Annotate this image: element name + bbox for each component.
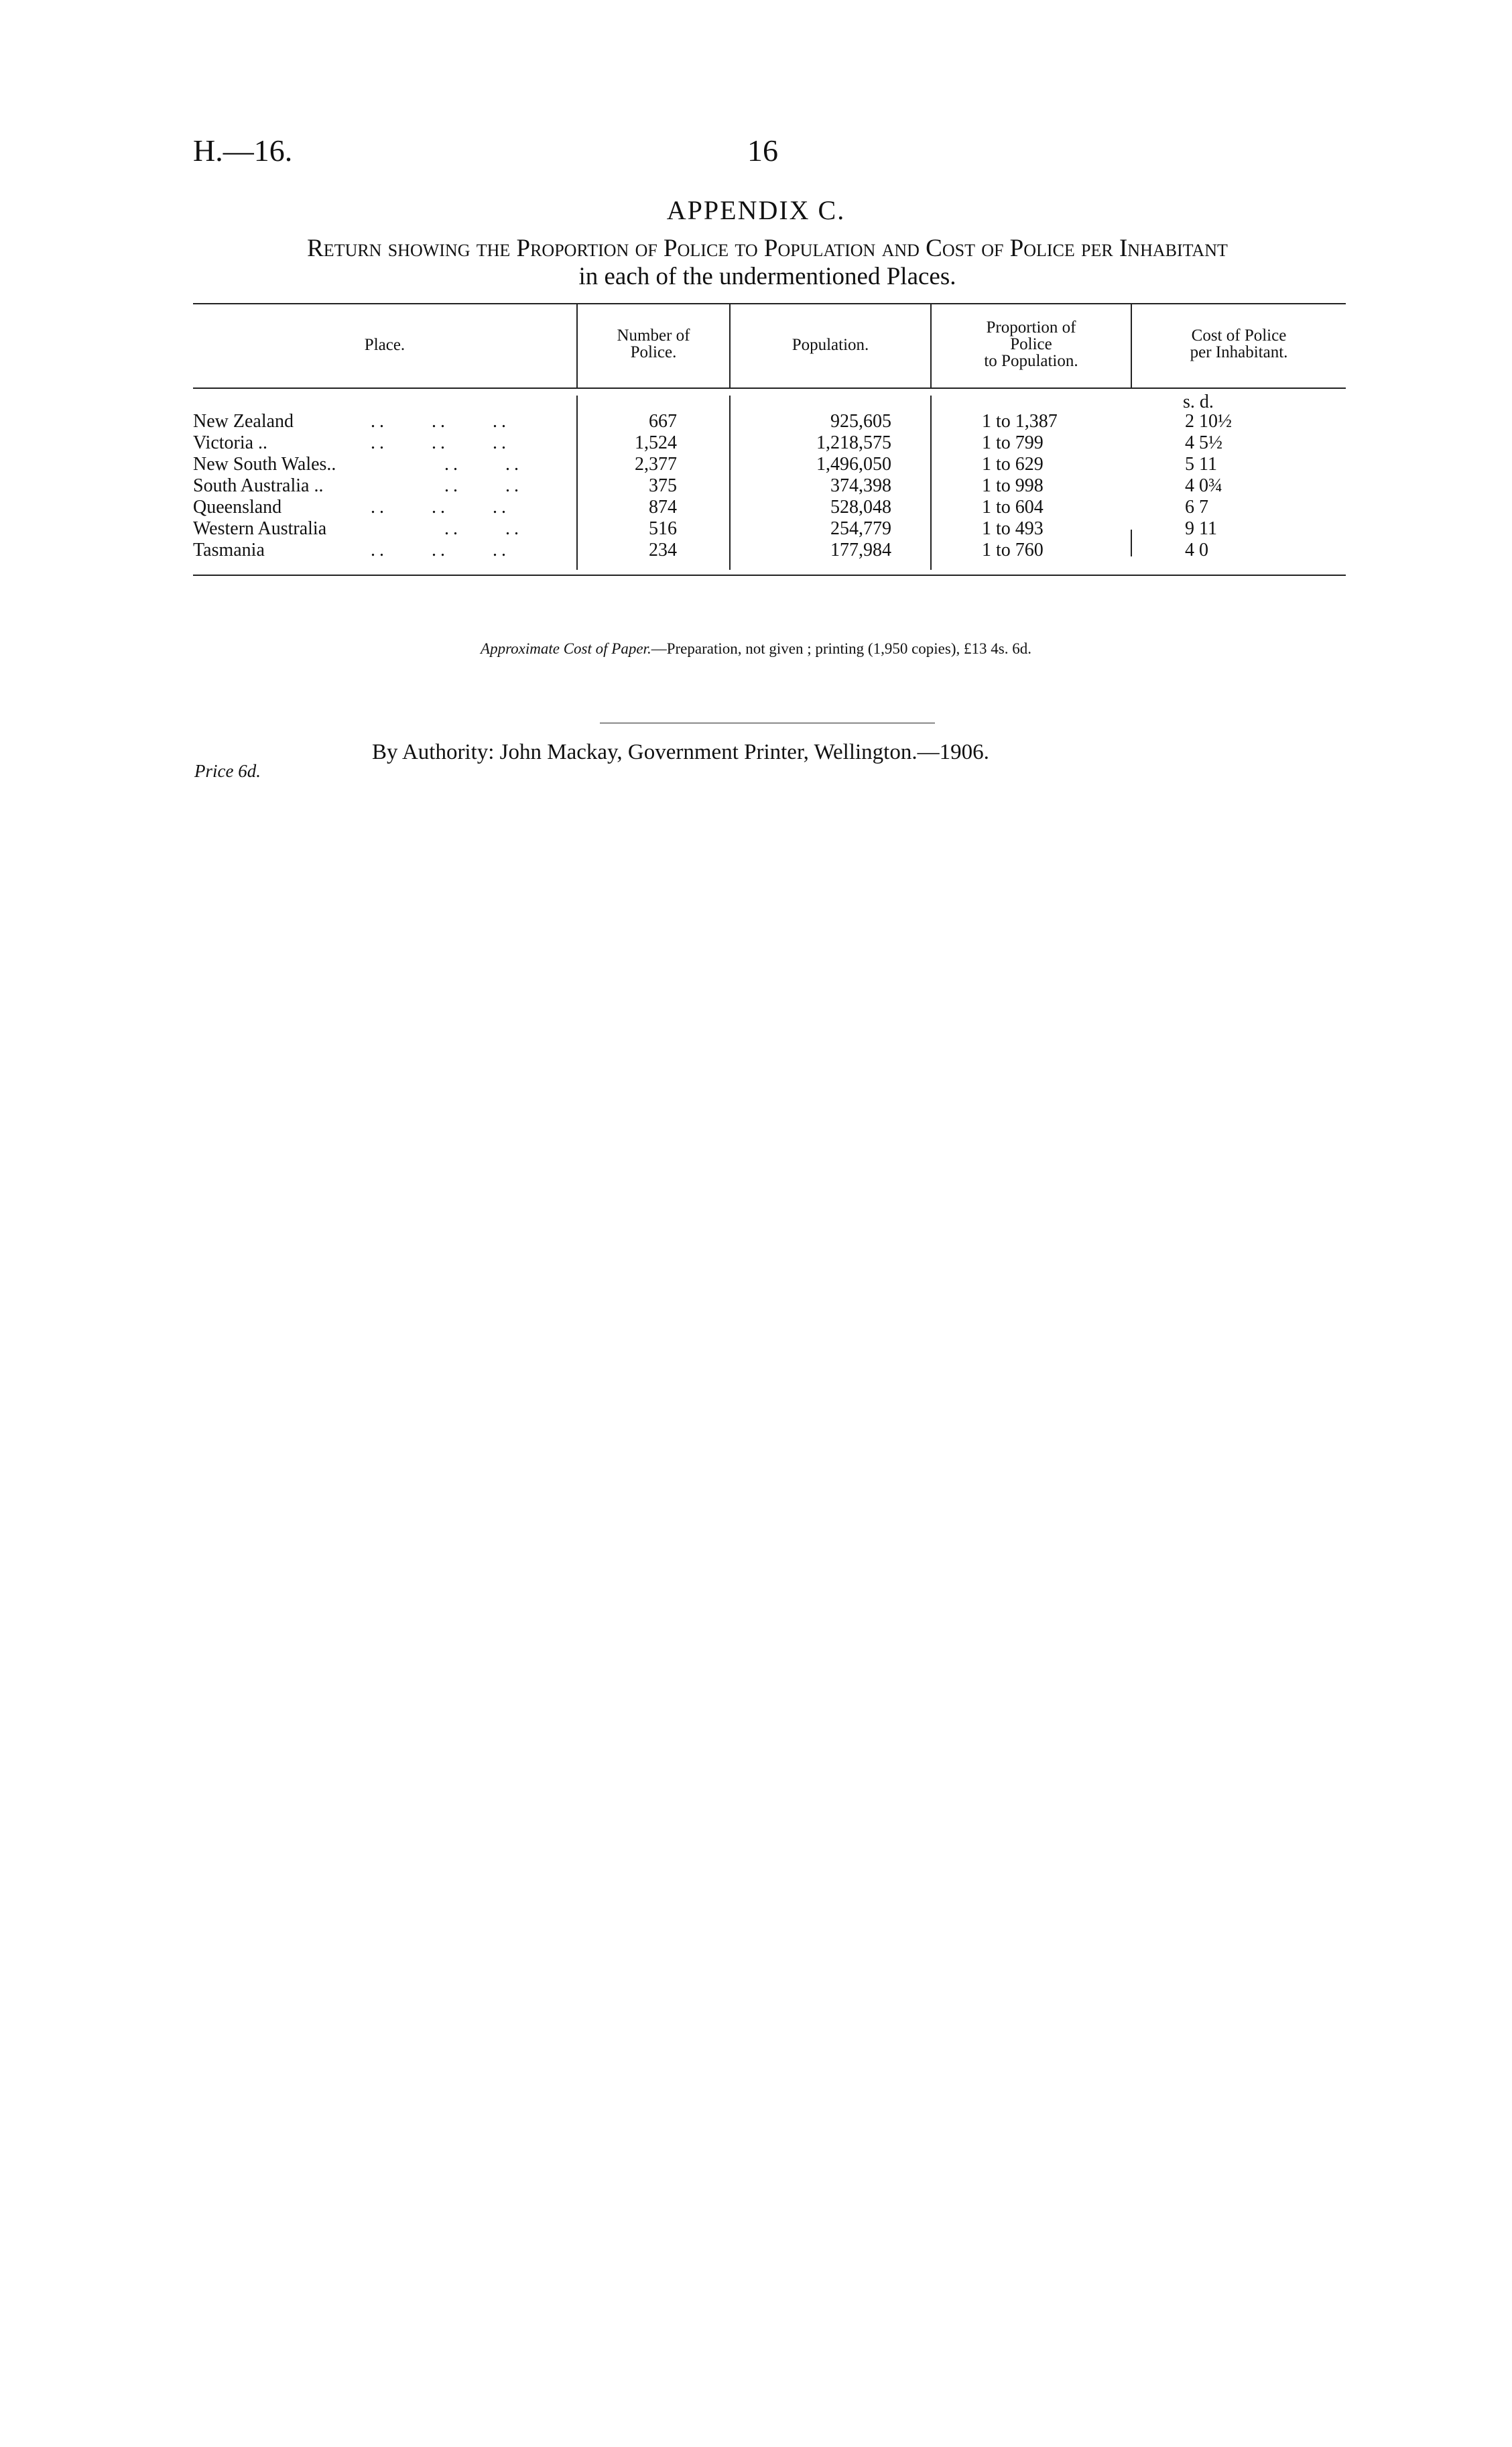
police-count: 667 — [649, 411, 677, 432]
population-count: 254,779 — [830, 518, 891, 539]
header-population: Population. — [792, 336, 869, 354]
police-count: 874 — [649, 497, 677, 518]
appendix-title: APPENDIX C. — [666, 195, 846, 225]
leader-dots: .. .. .. — [371, 497, 510, 518]
proportion-value: 1 to 629 — [982, 454, 1044, 475]
proportion-value: 1 to 998 — [982, 475, 1044, 496]
place-name: New Zealand — [193, 411, 294, 432]
proportion-value: 1 to 760 — [982, 540, 1044, 560]
header-proportion-line-3: to Population. — [984, 352, 1078, 370]
cost-value: 4 0 — [1185, 540, 1208, 560]
proportion-value: 1 to 1,387 — [982, 411, 1058, 432]
header-cost-line-2: per Inhabitant. — [1190, 343, 1288, 361]
header-proportion-line-1: Proportion of — [986, 318, 1076, 337]
approximate-cost-note — [0, 640, 1512, 658]
place-name: Tasmania — [193, 540, 265, 560]
header-number-of-police — [578, 327, 729, 361]
header-cost-line-1: Cost of Police — [1191, 326, 1287, 345]
header-police-line-1: Number of — [617, 326, 690, 345]
population-count: 1,496,050 — [816, 454, 891, 475]
population-count: 1,218,575 — [816, 432, 891, 453]
cost-value: 5 11 — [1185, 454, 1217, 475]
return-title-line-2: in each of the undermentioned Places. — [578, 263, 956, 290]
header-cost-per-inhabitant — [1132, 327, 1346, 361]
approx-cost-text: —Preparation, not given ; printing (1,950 copies), £13 4s. 6d. — [651, 640, 1031, 657]
column-divider — [729, 396, 731, 570]
leader-dots: .. .. .. — [371, 411, 510, 432]
place-name: Queensland — [193, 497, 282, 518]
cost-value: 4 5½ — [1185, 432, 1222, 453]
population-count: 528,048 — [830, 497, 891, 518]
column-divider — [930, 396, 932, 570]
column-divider — [1131, 530, 1132, 556]
cost-value: 9 11 — [1185, 518, 1217, 539]
police-count: 234 — [649, 540, 677, 560]
header-place: Place. — [364, 336, 405, 354]
page-number: 16 — [747, 133, 778, 168]
police-count: 516 — [649, 518, 677, 539]
leader-dots: .. .. .. — [371, 432, 510, 453]
leader-dots: .. .. .. — [371, 540, 510, 560]
column-divider — [576, 396, 578, 570]
proportion-value: 1 to 493 — [982, 518, 1044, 539]
population-count: 374,398 — [830, 475, 891, 496]
population-count: 925,605 — [830, 411, 891, 432]
proportion-value: 1 to 799 — [982, 432, 1044, 453]
approx-cost-label: Approximate Cost of Paper. — [481, 640, 651, 657]
cost-value: 2 10½ — [1185, 411, 1232, 432]
header-police-line-2: Police. — [630, 343, 677, 361]
table-top-rule — [193, 303, 1346, 304]
return-title-line-1: Return showing the Proportion of Police to Population and Cost of Police per Inhabitant — [307, 235, 1228, 262]
cost-units: s. d. — [1183, 392, 1214, 412]
table-header-rule — [193, 387, 1346, 389]
document-code: H.—16. — [193, 133, 293, 168]
place-name: Victoria .. — [193, 432, 268, 453]
place-name: South Australia .. — [193, 475, 324, 496]
police-count: 1,524 — [635, 432, 677, 453]
place-name: New South Wales.. — [193, 454, 336, 475]
place-name: Western Australia — [193, 518, 327, 539]
table-bottom-rule — [193, 575, 1346, 576]
header-proportion-line-2: Police — [1010, 335, 1052, 353]
leader-dots: .. .. — [444, 475, 523, 496]
police-count: 2,377 — [635, 454, 677, 475]
header-proportion — [932, 319, 1131, 369]
cost-value: 6 7 — [1185, 497, 1208, 518]
proportion-value: 1 to 604 — [982, 497, 1044, 518]
price-note: Price 6d. — [194, 761, 261, 781]
printer-authority-line: By Authority: John Mackay, Government Printer, Wellington.—1906. — [372, 740, 989, 764]
cost-value: 4 0¾ — [1185, 475, 1222, 496]
population-count: 177,984 — [830, 540, 891, 560]
leader-dots: .. .. — [444, 518, 523, 539]
police-count: 375 — [649, 475, 677, 496]
return-title — [191, 235, 1344, 291]
leader-dots: .. .. — [444, 454, 523, 475]
